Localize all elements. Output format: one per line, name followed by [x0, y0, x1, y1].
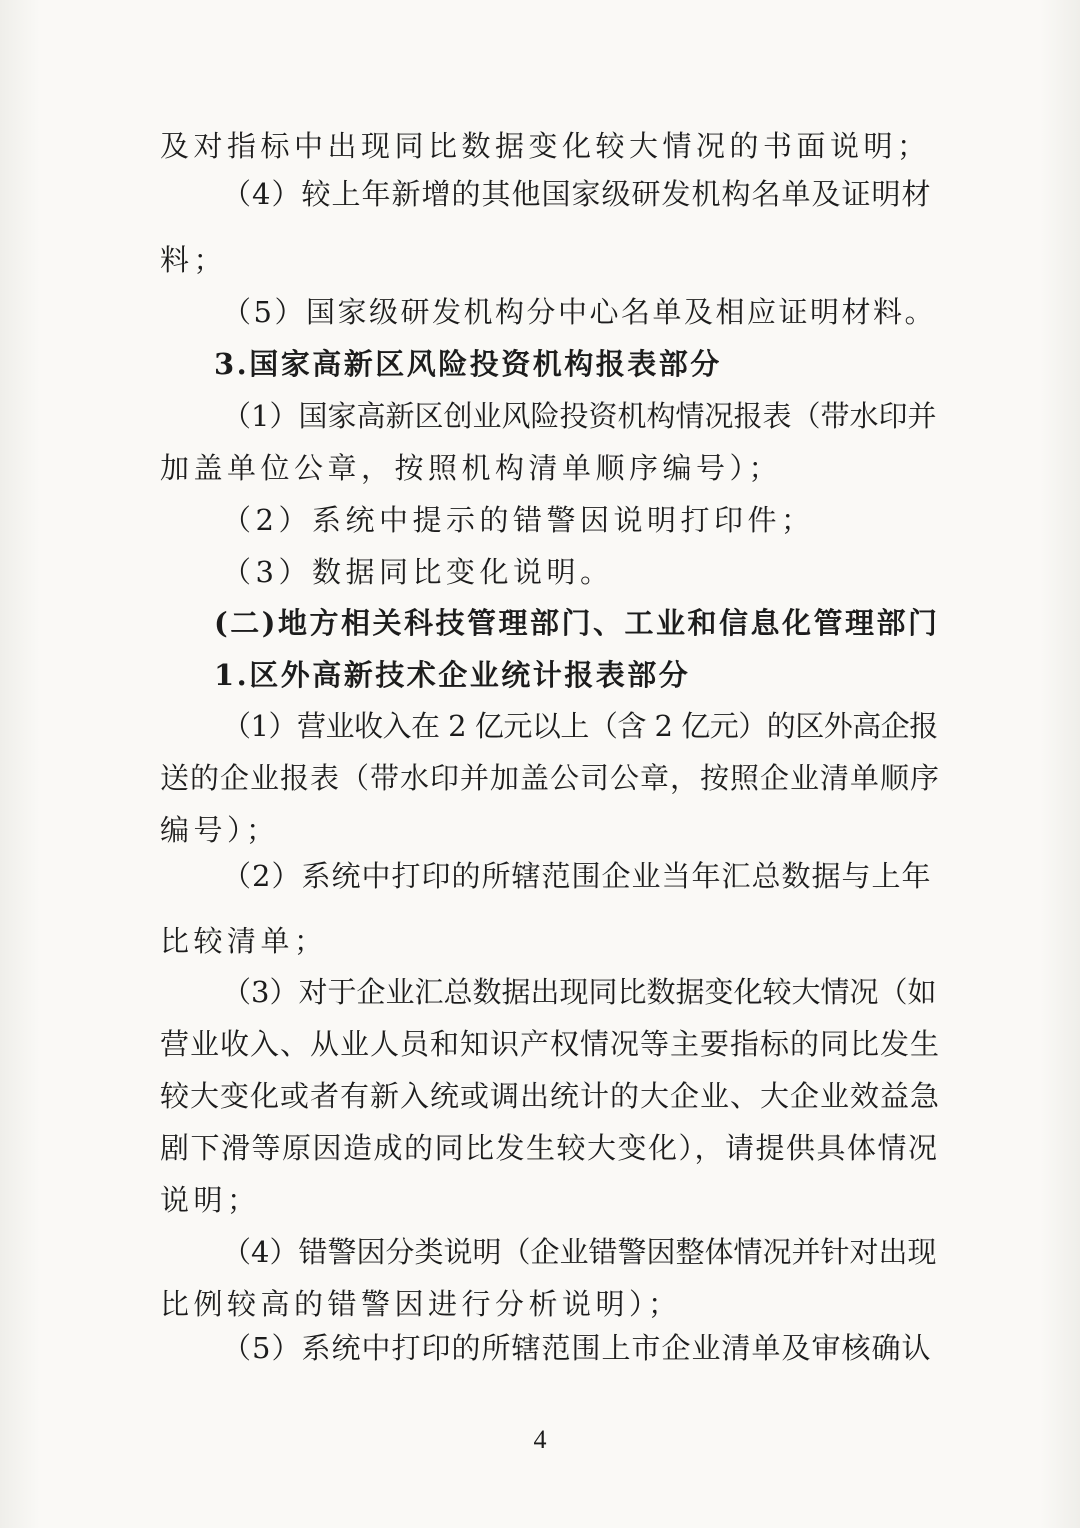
list-item: （5）系统中打印的所辖范围上市企业清单及审核确认 — [222, 1331, 932, 1365]
text-line: 剧下滑等原因造成的同比发生较大变化），请提供具体情况 — [160, 1131, 939, 1165]
section-heading: (二)地方相关科技管理部门、工业和信息化管理部门 — [214, 606, 940, 640]
text-line: 送的企业报表（带水印并加盖公司公章，按照企业清单顺序 — [160, 761, 941, 795]
text-line: 较大变化或者有新入统或调出统计的大企业、大企业效益急 — [160, 1079, 941, 1113]
text-line: 编号）； — [160, 813, 280, 847]
list-item: （5）国家级研发机构分中心名单及相应证明材料。 — [222, 295, 936, 329]
text-line: 营业收入、从业人员和知识产权情况等主要指标的同比发生 — [160, 1027, 941, 1061]
list-item: （1）国家高新区创业风险投资机构情况报表（带水印并 — [222, 399, 937, 433]
list-item: （1）营业收入在 2 亿元以上（含 2 亿元）的区外高企报 — [222, 709, 938, 743]
text-line: 及对指标中出现同比数据变化较大情况的书面说明； — [160, 129, 931, 163]
section-heading: 3.国家高新区风险投资机构报表部分 — [214, 347, 722, 381]
section-heading: 1.区外高新技术企业统计报表部分 — [214, 658, 691, 692]
text-line: 说明； — [160, 1183, 261, 1217]
list-item: （3）对于企业汇总数据出现同比数据变化较大情况（如 — [222, 975, 937, 1009]
text-line: 料； — [160, 243, 228, 277]
list-item: （4）错警因分类说明（企业错警因整体情况并针对出现 — [222, 1235, 937, 1269]
list-item: （4）较上年新增的其他国家级研发机构名单及证明材 — [222, 177, 932, 211]
text-line: 加盖单位公章，按照机构清单顺序编号）； — [160, 451, 783, 485]
text-line: 比较清单； — [160, 924, 328, 958]
list-item: （2）系统中打印的所辖范围企业当年汇总数据与上年 — [222, 859, 932, 893]
list-item: （3）数据同比变化说明。 — [222, 555, 614, 589]
page-number: 4 — [533, 1425, 547, 1454]
text-line: 比例较高的错警因进行分析说明）； — [160, 1287, 682, 1321]
list-item: （2）系统中提示的错警因说明打印件； — [222, 503, 815, 537]
